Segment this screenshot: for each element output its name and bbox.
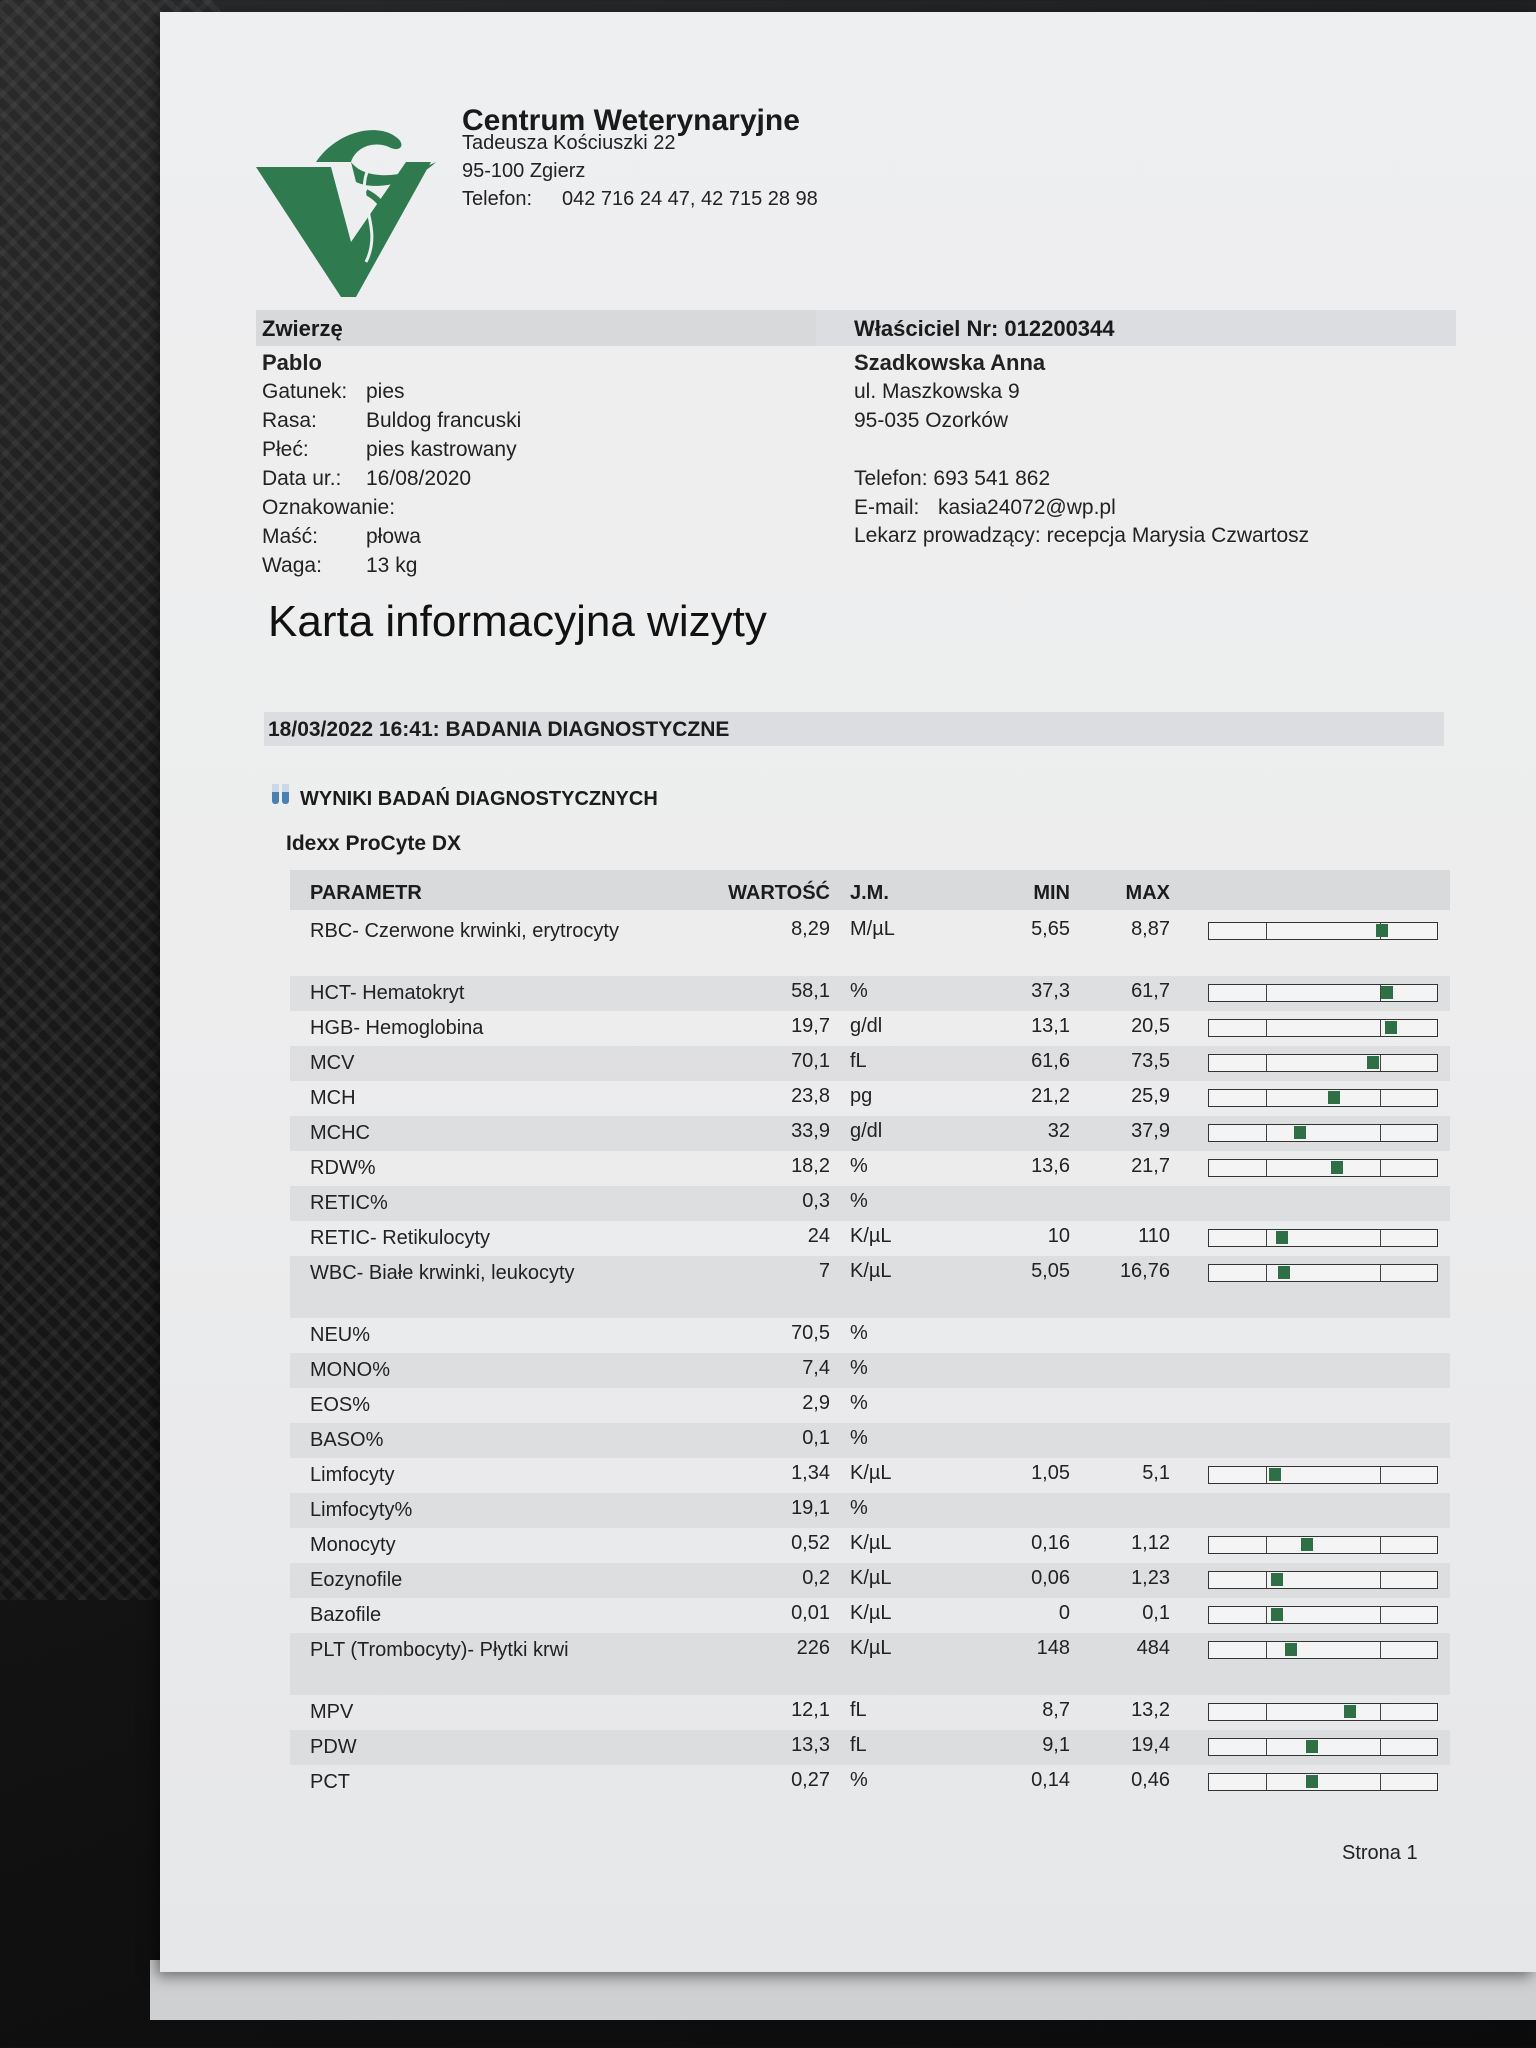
row-max: 0,46 <box>1131 1769 1170 1791</box>
gauge-marker <box>1331 1161 1343 1174</box>
gauge-marker <box>1328 1091 1340 1104</box>
table-row <box>290 1633 1450 1695</box>
row-param: PCT <box>310 1771 350 1793</box>
gauge-tick <box>1266 1125 1267 1141</box>
animal-field-value: płowa <box>366 525 421 548</box>
gauge-tick <box>1266 1467 1267 1483</box>
animal-field-value: Buldog francuski <box>366 409 522 432</box>
row-unit: K/µL <box>850 1637 892 1659</box>
row-unit: g/dl <box>850 1120 883 1142</box>
row-param: HCT- Hematokryt <box>310 982 465 1004</box>
animal-field-label: Data ur.: <box>262 467 342 490</box>
row-value: 1,34 <box>791 1462 830 1484</box>
gauge-tick <box>1380 1774 1381 1790</box>
gauge-marker <box>1301 1538 1313 1551</box>
animal-field-row <box>262 554 417 578</box>
range-gauge <box>1208 1641 1438 1659</box>
row-value: 0,01 <box>791 1602 830 1624</box>
row-value: 0,1 <box>802 1427 830 1449</box>
gauge-tick <box>1380 1230 1381 1246</box>
row-value: 2,9 <box>802 1392 830 1414</box>
range-gauge <box>1208 1703 1438 1721</box>
row-max: 5,1 <box>1142 1462 1170 1484</box>
row-max: 13,2 <box>1131 1699 1170 1721</box>
row-max: 20,5 <box>1131 1015 1170 1037</box>
row-min: 13,6 <box>1031 1155 1070 1177</box>
animal-field-value: 13 kg <box>366 554 418 577</box>
gauge-tick <box>1380 1739 1381 1755</box>
table-row <box>290 1730 1450 1765</box>
range-gauge <box>1208 1229 1438 1247</box>
animal-field-value: 16/08/2020 <box>366 467 472 490</box>
table-row <box>290 1598 1450 1633</box>
gauge-tick <box>1266 1090 1267 1106</box>
row-min: 8,7 <box>1042 1699 1070 1721</box>
gauge-tick <box>1380 1265 1381 1281</box>
row-value: 0,27 <box>791 1769 830 1791</box>
row-min: 5,05 <box>1031 1260 1070 1282</box>
row-unit: fL <box>850 1699 867 1721</box>
row-unit: pg <box>850 1085 873 1107</box>
owner-doctor-row <box>854 524 1309 548</box>
section-title: WYNIKI BADAŃ DIAGNOSTYCZNYCH <box>300 788 658 810</box>
row-value: 0,2 <box>802 1567 830 1589</box>
gauge-tick <box>1266 1537 1267 1553</box>
gauge-marker <box>1385 1021 1397 1034</box>
header-param: PARAMETR <box>310 882 422 904</box>
row-value: 13,3 <box>791 1734 830 1756</box>
gauge-tick <box>1266 1642 1267 1658</box>
table-row <box>290 1765 1450 1800</box>
range-gauge <box>1208 1738 1438 1756</box>
row-param: MCH <box>310 1087 356 1109</box>
gauge-tick <box>1380 1125 1381 1141</box>
gauge-marker <box>1376 924 1388 937</box>
header-unit: J.M. <box>850 882 889 904</box>
gauge-tick <box>1266 1704 1267 1720</box>
owner-street: ul. Maszkowska 9 <box>854 380 1020 403</box>
gauge-tick <box>1380 1055 1381 1071</box>
row-param: Bazofile <box>310 1604 382 1626</box>
gauge-tick <box>1380 1572 1381 1588</box>
row-max: 0,1 <box>1142 1602 1170 1624</box>
gauge-marker <box>1344 1705 1356 1718</box>
row-min: 9,1 <box>1042 1734 1070 1756</box>
clinic-street: Tadeusza Kościuszki 22 <box>462 132 676 154</box>
animal-field-row <box>262 438 517 462</box>
header-value: WARTOŚĆ <box>728 882 830 904</box>
table-row <box>290 1318 1450 1353</box>
row-param: WBC- Białe krwinki, leukocyty <box>310 1262 575 1284</box>
owner-doctor: recepcja Marysia Czwartosz <box>1046 524 1310 547</box>
table-row <box>290 1528 1450 1563</box>
row-min: 0,14 <box>1031 1769 1070 1791</box>
clinic-name: Centrum Weterynaryjne <box>462 104 800 137</box>
row-min: 1,05 <box>1031 1462 1070 1484</box>
clinic-phone <box>462 188 818 211</box>
gauge-tick <box>1380 1537 1381 1553</box>
row-max: 61,7 <box>1131 980 1170 1002</box>
animal-name: Pablo <box>262 350 322 375</box>
row-unit: % <box>850 1769 868 1791</box>
range-gauge <box>1208 1054 1438 1072</box>
row-param: MCHC <box>310 1122 370 1144</box>
gauge-tick <box>1266 1160 1267 1176</box>
row-max: 110 <box>1138 1225 1170 1247</box>
range-gauge <box>1208 1264 1438 1282</box>
row-min: 61,6 <box>1031 1050 1070 1072</box>
row-max: 73,5 <box>1131 1050 1170 1072</box>
animal-field-row <box>262 467 471 491</box>
row-param: Limfocyty <box>310 1464 395 1486</box>
gauge-marker <box>1367 1056 1379 1069</box>
row-value: 0,3 <box>802 1190 830 1212</box>
owner-doctor-label: Lekarz prowadzący: <box>854 524 1041 547</box>
row-min: 21,2 <box>1031 1085 1070 1107</box>
row-param: NEU% <box>310 1324 371 1346</box>
row-min: 10 <box>1047 1225 1070 1247</box>
gauge-marker <box>1306 1740 1318 1753</box>
animal-field-value: pies kastrowany <box>366 438 517 461</box>
row-min: 0,16 <box>1031 1532 1070 1554</box>
row-unit: % <box>850 1497 868 1519</box>
row-value: 23,8 <box>791 1085 830 1107</box>
range-gauge <box>1208 1606 1438 1624</box>
range-gauge <box>1208 1536 1438 1554</box>
row-value: 8,29 <box>791 918 830 940</box>
row-unit: K/µL <box>850 1260 892 1282</box>
row-min: 0 <box>1058 1602 1070 1624</box>
gauge-tick <box>1266 1230 1267 1246</box>
row-min: 37,3 <box>1031 980 1070 1002</box>
table-row <box>290 1353 1450 1388</box>
table-row <box>290 1695 1450 1730</box>
table-row <box>290 1151 1450 1186</box>
row-min: 13,1 <box>1031 1015 1070 1037</box>
clinic-phone-label: Telefon: <box>462 188 533 210</box>
row-unit: K/µL <box>850 1567 892 1589</box>
row-param: EOS% <box>310 1394 371 1416</box>
gauge-tick <box>1380 1467 1381 1483</box>
gauge-tick <box>1266 923 1267 939</box>
row-max: 1,12 <box>1131 1532 1170 1554</box>
gauge-tick <box>1266 1265 1267 1281</box>
range-gauge <box>1208 1466 1438 1484</box>
table-row <box>290 914 1450 976</box>
owner-city: 95-035 Ozorków <box>854 409 1009 432</box>
row-unit: K/µL <box>850 1462 892 1484</box>
gauge-tick <box>1380 1642 1381 1658</box>
table-row <box>290 1081 1450 1116</box>
animal-field-row <box>262 380 405 404</box>
row-max: 19,4 <box>1131 1734 1170 1756</box>
animal-field-label: Gatunek: <box>262 380 348 403</box>
gauge-marker <box>1278 1266 1290 1279</box>
table-row <box>290 1011 1450 1046</box>
row-value: 7 <box>818 1260 830 1282</box>
row-unit: K/µL <box>850 1532 892 1554</box>
gauge-tick <box>1380 1090 1381 1106</box>
vet-caduceus-logo <box>256 122 446 302</box>
range-gauge <box>1208 1571 1438 1589</box>
row-value: 0,52 <box>791 1532 830 1554</box>
gauge-tick <box>1380 1020 1381 1036</box>
table-row <box>290 1493 1450 1528</box>
row-min: 5,65 <box>1031 918 1070 940</box>
row-max: 21,7 <box>1131 1155 1170 1177</box>
owner-email: kasia24072@wp.pl <box>938 496 1116 519</box>
row-value: 7,4 <box>802 1357 830 1379</box>
animal-field-label: Płeć: <box>262 438 309 461</box>
clinic-city: 95-100 Zgierz <box>462 160 586 182</box>
gauge-marker <box>1271 1608 1283 1621</box>
table-row <box>290 1458 1450 1493</box>
table-row <box>290 1186 1450 1221</box>
table-row <box>290 1563 1450 1598</box>
animal-field-row <box>262 409 521 433</box>
row-min: 32 <box>1047 1120 1070 1142</box>
animal-field-row <box>262 525 421 549</box>
table-row <box>290 976 1450 1011</box>
row-param: HGB- Hemoglobina <box>310 1017 484 1039</box>
row-value: 18,2 <box>791 1155 830 1177</box>
header-min: MIN <box>1033 882 1070 904</box>
gauge-marker <box>1271 1573 1283 1586</box>
row-unit: M/µL <box>850 918 895 940</box>
row-unit: fL <box>850 1734 867 1756</box>
row-param: MCV <box>310 1052 355 1074</box>
owner-email-label: E-mail: <box>854 496 920 519</box>
gauge-marker <box>1294 1126 1306 1139</box>
document-page <box>160 12 1536 1972</box>
row-value: 33,9 <box>791 1120 830 1142</box>
gauge-tick <box>1266 1572 1267 1588</box>
owner-phone: Telefon: 693 541 862 <box>854 467 1051 490</box>
row-param: PLT (Trombocyty)- Płytki krwi <box>310 1639 569 1661</box>
row-min: 0,06 <box>1031 1567 1070 1589</box>
row-unit: fL <box>850 1050 867 1072</box>
animal-field-label: Waga: <box>262 554 322 577</box>
row-unit: % <box>850 1155 868 1177</box>
animal-field-row <box>262 496 402 520</box>
animal-field-value: pies <box>366 380 405 403</box>
table-row <box>290 1046 1450 1081</box>
animal-heading: Zwierzę <box>262 316 343 341</box>
table-row <box>290 1221 1450 1256</box>
page-number: Strona 1 <box>1342 1842 1418 1864</box>
gauge-tick <box>1266 1055 1267 1071</box>
row-max: 1,23 <box>1131 1567 1170 1589</box>
row-max: 25,9 <box>1131 1085 1170 1107</box>
row-param: RBC- Czerwone krwinki, erytrocyty <box>310 920 619 942</box>
owner-name: Szadkowska Anna <box>854 350 1046 375</box>
gauge-tick <box>1266 1020 1267 1036</box>
row-max: 37,9 <box>1131 1120 1170 1142</box>
row-param: MPV <box>310 1701 354 1723</box>
clinic-phone-numbers: 042 716 24 47, 42 715 28 98 <box>562 188 818 210</box>
animal-field-label: Rasa: <box>262 409 317 432</box>
gauge-tick <box>1380 1704 1381 1720</box>
row-param: PDW <box>310 1736 357 1758</box>
range-gauge <box>1208 1159 1438 1177</box>
row-max: 484 <box>1136 1637 1170 1659</box>
gauge-tick <box>1266 1774 1267 1790</box>
range-gauge <box>1208 1124 1438 1142</box>
test-tubes-icon <box>270 782 292 806</box>
row-param: RETIC- Retikulocyty <box>310 1227 491 1249</box>
gauge-tick <box>1380 1607 1381 1623</box>
row-value: 24 <box>807 1225 830 1247</box>
row-unit: % <box>850 1357 868 1379</box>
gauge-marker <box>1269 1468 1281 1481</box>
row-value: 19,1 <box>791 1497 830 1519</box>
row-param: RDW% <box>310 1157 376 1179</box>
table-row <box>290 1423 1450 1458</box>
row-unit: % <box>850 1322 868 1344</box>
gauge-marker <box>1276 1231 1288 1244</box>
table-row <box>290 1256 1450 1318</box>
row-unit: g/dl <box>850 1015 883 1037</box>
row-max: 8,87 <box>1131 918 1170 940</box>
gauge-tick <box>1266 985 1267 1001</box>
row-unit: % <box>850 980 868 1002</box>
row-param: MONO% <box>310 1359 390 1381</box>
range-gauge <box>1208 1773 1438 1791</box>
row-unit: K/µL <box>850 1602 892 1624</box>
gauge-marker <box>1381 986 1393 999</box>
table-header <box>290 870 1450 910</box>
row-unit: % <box>850 1392 868 1414</box>
document-title: Karta informacyjna wizyty <box>268 597 767 646</box>
row-param: Limfocyty% <box>310 1499 413 1521</box>
gauge-marker <box>1306 1775 1318 1788</box>
gauge-tick <box>1380 1160 1381 1176</box>
gauge-marker <box>1285 1643 1297 1656</box>
row-param: BASO% <box>310 1429 384 1451</box>
visit-heading: 18/03/2022 16:41: BADANIA DIAGNOSTYCZNE <box>268 718 730 741</box>
row-param: Eozynofile <box>310 1569 403 1591</box>
range-gauge <box>1208 1019 1438 1037</box>
gauge-tick <box>1266 1607 1267 1623</box>
range-gauge <box>1208 984 1438 1002</box>
table-row <box>290 1388 1450 1423</box>
owner-heading: Właściciel Nr: 012200344 <box>854 316 1115 341</box>
range-gauge <box>1208 922 1438 940</box>
row-param: RETIC% <box>310 1192 388 1214</box>
row-unit: % <box>850 1427 868 1449</box>
row-value: 70,1 <box>791 1050 830 1072</box>
owner-email-row <box>854 496 1116 520</box>
header-max: MAX <box>1125 882 1170 904</box>
row-value: 19,7 <box>791 1015 830 1037</box>
range-gauge <box>1208 1089 1438 1107</box>
animal-field-label: Oznakowanie: <box>262 496 396 519</box>
row-value: 226 <box>796 1637 830 1659</box>
row-value: 58,1 <box>791 980 830 1002</box>
animal-field-label: Maść: <box>262 525 319 548</box>
row-max: 16,76 <box>1119 1260 1170 1282</box>
row-param: Monocyty <box>310 1534 396 1556</box>
row-value: 70,5 <box>791 1322 830 1344</box>
row-unit: % <box>850 1190 868 1212</box>
row-min: 148 <box>1036 1637 1070 1659</box>
row-value: 12,1 <box>791 1699 830 1721</box>
table-row <box>290 1116 1450 1151</box>
row-unit: K/µL <box>850 1225 892 1247</box>
device-name: Idexx ProCyte DX <box>286 832 462 855</box>
gauge-tick <box>1266 1739 1267 1755</box>
